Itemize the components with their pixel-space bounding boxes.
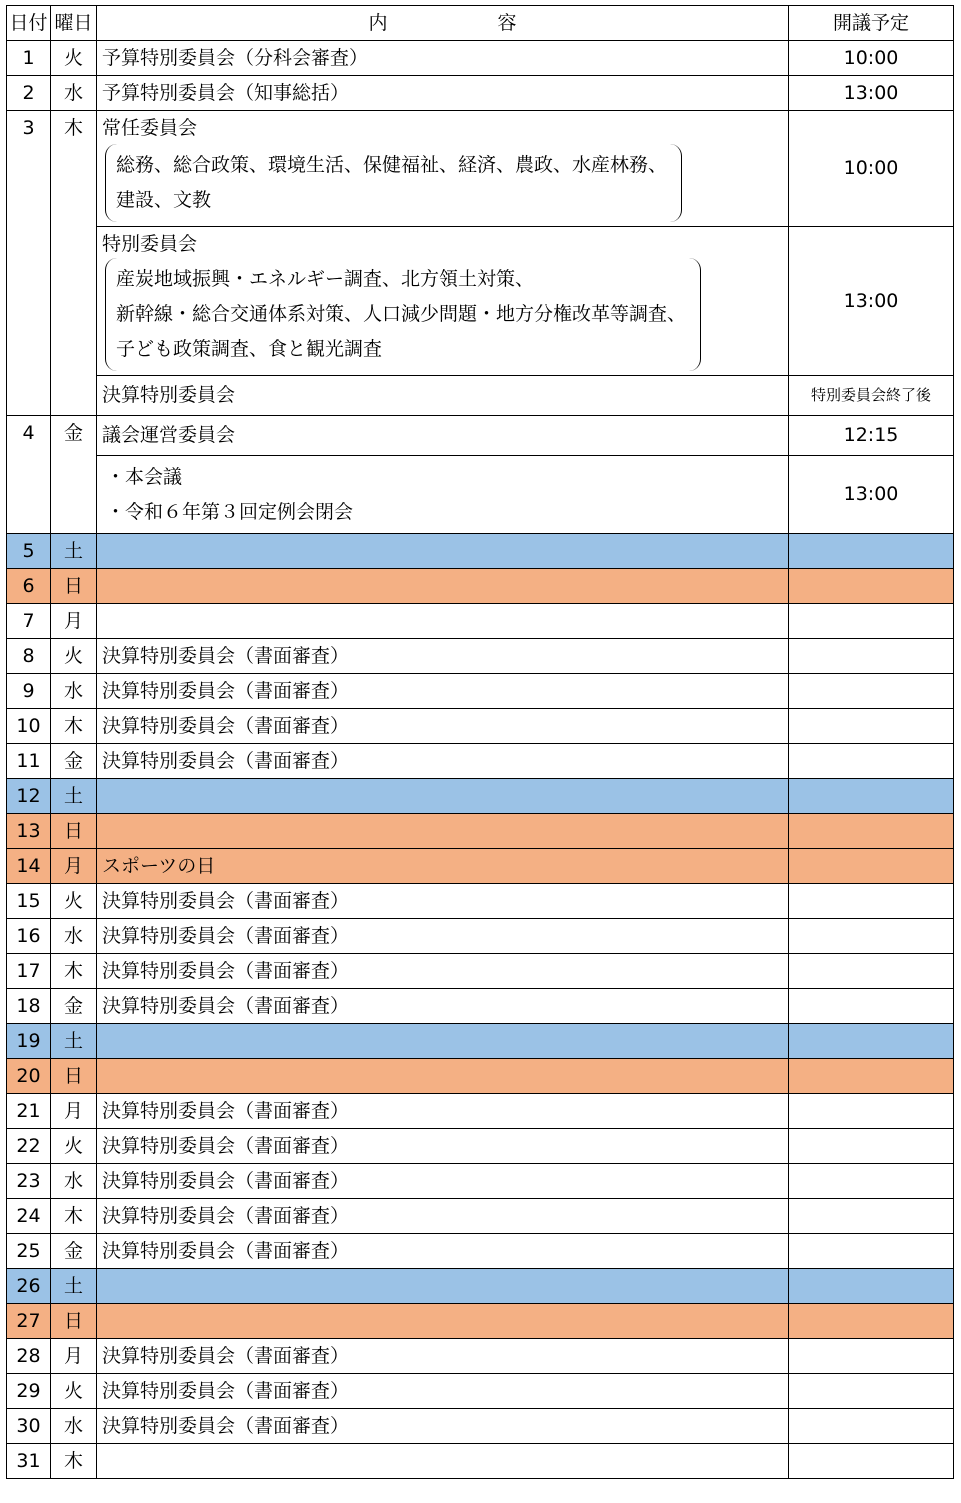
date-cell: 27 bbox=[7, 1304, 51, 1339]
content-cell bbox=[97, 1059, 789, 1094]
content-cell: 決算特別委員会（書面審査） bbox=[97, 919, 789, 954]
dow-cell: 金 bbox=[51, 1234, 97, 1269]
dow-cell: 木 bbox=[51, 954, 97, 989]
table-row bbox=[7, 76, 954, 111]
date-cell: 16 bbox=[7, 919, 51, 954]
time-cell: 12:15 bbox=[789, 416, 954, 456]
date-cell: 7 bbox=[7, 604, 51, 639]
dow-cell: 火 bbox=[51, 41, 97, 76]
dow-cell: 月 bbox=[51, 1339, 97, 1374]
date-cell: 17 bbox=[7, 954, 51, 989]
dow-cell: 日 bbox=[51, 569, 97, 604]
content-cell bbox=[97, 779, 789, 814]
header-content-right: 容 bbox=[497, 11, 517, 34]
content-cell bbox=[97, 111, 789, 227]
table-row bbox=[7, 1444, 954, 1479]
content-cell: 決算特別委員会（書面審査） bbox=[97, 639, 789, 674]
date-cell: 24 bbox=[7, 1199, 51, 1234]
content-cell bbox=[97, 604, 789, 639]
time-cell bbox=[789, 814, 954, 849]
dow-cell: 水 bbox=[51, 919, 97, 954]
table-row bbox=[7, 1094, 954, 1129]
dow-cell: 土 bbox=[51, 534, 97, 569]
table-row bbox=[7, 674, 954, 709]
special-committee-line: 産炭地域振興・エネルギー調査、北方領土対策、 bbox=[116, 268, 535, 290]
table-row bbox=[7, 227, 954, 376]
time-cell bbox=[789, 1269, 954, 1304]
content-cell bbox=[97, 227, 789, 376]
table-row bbox=[7, 416, 954, 456]
dow-cell: 水 bbox=[51, 1409, 97, 1444]
date-cell: 11 bbox=[7, 744, 51, 779]
table-row bbox=[7, 849, 954, 884]
content-cell: スポーツの日 bbox=[97, 849, 789, 884]
table-row bbox=[7, 1199, 954, 1234]
standing-committee-line: 総務、総合政策、環境生活、保健福祉、経済、農政、水産林務、 bbox=[116, 154, 668, 176]
table-row bbox=[7, 1234, 954, 1269]
time-cell bbox=[789, 1059, 954, 1094]
date-cell: 3 bbox=[7, 111, 51, 416]
time-cell bbox=[789, 534, 954, 569]
date-cell: 2 bbox=[7, 76, 51, 111]
dow-cell: 土 bbox=[51, 1269, 97, 1304]
time-cell: 13:00 bbox=[789, 227, 954, 376]
date-cell: 14 bbox=[7, 849, 51, 884]
date-cell: 4 bbox=[7, 416, 51, 534]
table-row bbox=[7, 1129, 954, 1164]
time-cell: 10:00 bbox=[789, 41, 954, 76]
content-cell: 決算特別委員会（書面審査） bbox=[97, 1409, 789, 1444]
table-row bbox=[7, 814, 954, 849]
time-cell bbox=[789, 919, 954, 954]
dow-cell: 火 bbox=[51, 639, 97, 674]
time-cell bbox=[789, 779, 954, 814]
table-row bbox=[7, 1024, 954, 1059]
dow-cell: 火 bbox=[51, 884, 97, 919]
content-cell: 決算特別委員会（書面審査） bbox=[97, 1234, 789, 1269]
date-cell: 20 bbox=[7, 1059, 51, 1094]
time-cell bbox=[789, 989, 954, 1024]
dow-cell: 日 bbox=[51, 814, 97, 849]
time-cell bbox=[789, 639, 954, 674]
dow-cell: 木 bbox=[51, 709, 97, 744]
time-cell bbox=[789, 954, 954, 989]
dow-cell: 木 bbox=[51, 1199, 97, 1234]
content-cell: 決算特別委員会（書面審査） bbox=[97, 954, 789, 989]
content-cell: 予算特別委員会（知事総括） bbox=[97, 76, 789, 111]
special-committee-line: 子ども政策調査、食と観光調査 bbox=[116, 338, 383, 360]
dow-cell: 水 bbox=[51, 674, 97, 709]
content-cell: 決算特別委員会（書面審査） bbox=[97, 1199, 789, 1234]
dow-cell: 土 bbox=[51, 1024, 97, 1059]
table-row bbox=[7, 569, 954, 604]
dow-cell: 木 bbox=[51, 111, 97, 416]
special-committee-title: 特別委員会 bbox=[102, 233, 198, 255]
table-row bbox=[7, 779, 954, 814]
content-cell bbox=[97, 569, 789, 604]
schedule-table bbox=[6, 5, 954, 1479]
time-cell bbox=[789, 1199, 954, 1234]
dow-cell: 火 bbox=[51, 1374, 97, 1409]
content-cell bbox=[97, 1304, 789, 1339]
date-cell: 1 bbox=[7, 41, 51, 76]
table-row bbox=[7, 1059, 954, 1094]
table-row bbox=[7, 604, 954, 639]
time-cell bbox=[789, 1409, 954, 1444]
dow-cell: 金 bbox=[51, 989, 97, 1024]
content-cell: 決算特別委員会（書面審査） bbox=[97, 744, 789, 779]
dow-cell: 日 bbox=[51, 1059, 97, 1094]
date-cell: 8 bbox=[7, 639, 51, 674]
content-cell bbox=[97, 1269, 789, 1304]
content-cell: 決算特別委員会（書面審査） bbox=[97, 884, 789, 919]
dow-cell: 月 bbox=[51, 1094, 97, 1129]
content-cell: 議会運営委員会 bbox=[97, 416, 789, 456]
date-cell: 28 bbox=[7, 1339, 51, 1374]
header-content bbox=[97, 6, 789, 41]
content-cell: 決算特別委員会（書面審査） bbox=[97, 674, 789, 709]
dow-cell: 水 bbox=[51, 76, 97, 111]
table-row bbox=[7, 456, 954, 534]
header-row bbox=[7, 6, 954, 41]
table-row bbox=[7, 41, 954, 76]
date-cell: 19 bbox=[7, 1024, 51, 1059]
content-cell: 決算特別委員会（書面審査） bbox=[97, 1374, 789, 1409]
date-cell: 25 bbox=[7, 1234, 51, 1269]
content-cell bbox=[97, 814, 789, 849]
content-cell: 決算特別委員会（書面審査） bbox=[97, 1339, 789, 1374]
date-cell: 9 bbox=[7, 674, 51, 709]
date-cell: 13 bbox=[7, 814, 51, 849]
date-cell: 18 bbox=[7, 989, 51, 1024]
time-cell bbox=[789, 849, 954, 884]
time-cell bbox=[789, 674, 954, 709]
table-row bbox=[7, 1304, 954, 1339]
date-cell: 31 bbox=[7, 1444, 51, 1479]
dow-cell: 金 bbox=[51, 416, 97, 534]
bullet-item: ・本会議 bbox=[106, 465, 183, 488]
time-cell bbox=[789, 1164, 954, 1199]
content-cell: 決算特別委員会（書面審査） bbox=[97, 1129, 789, 1164]
standing-committee-list bbox=[105, 144, 682, 222]
date-cell: 12 bbox=[7, 779, 51, 814]
dow-cell: 月 bbox=[51, 604, 97, 639]
time-cell bbox=[789, 1024, 954, 1059]
dow-cell: 日 bbox=[51, 1304, 97, 1339]
header-content-left: 内 bbox=[368, 11, 388, 34]
date-cell: 15 bbox=[7, 884, 51, 919]
time-cell bbox=[789, 1374, 954, 1409]
content-cell bbox=[97, 1024, 789, 1059]
table-row bbox=[7, 1269, 954, 1304]
time-cell bbox=[789, 1094, 954, 1129]
header-dow: 曜日 bbox=[51, 6, 97, 41]
header-time: 開議予定 bbox=[789, 6, 954, 41]
date-cell: 30 bbox=[7, 1409, 51, 1444]
time-cell bbox=[789, 884, 954, 919]
date-cell: 21 bbox=[7, 1094, 51, 1129]
time-cell bbox=[789, 1304, 954, 1339]
table-row bbox=[7, 1339, 954, 1374]
table-row bbox=[7, 534, 954, 569]
time-cell bbox=[789, 744, 954, 779]
content-cell: 予算特別委員会（分科会審査） bbox=[97, 41, 789, 76]
table-row bbox=[7, 884, 954, 919]
table-row bbox=[7, 111, 954, 227]
dow-cell: 木 bbox=[51, 1444, 97, 1479]
time-cell: 13:00 bbox=[789, 76, 954, 111]
time-cell: 10:00 bbox=[789, 111, 954, 227]
table-row bbox=[7, 919, 954, 954]
time-cell bbox=[789, 709, 954, 744]
table-row bbox=[7, 989, 954, 1024]
date-cell: 22 bbox=[7, 1129, 51, 1164]
dow-cell: 土 bbox=[51, 779, 97, 814]
time-cell bbox=[789, 604, 954, 639]
table-row bbox=[7, 376, 954, 416]
header-date: 日付 bbox=[7, 6, 51, 41]
date-cell: 29 bbox=[7, 1374, 51, 1409]
dow-cell: 水 bbox=[51, 1164, 97, 1199]
table-row bbox=[7, 954, 954, 989]
bullet-item: ・令和６年第３回定例会閉会 bbox=[106, 500, 354, 523]
time-cell: 13:00 bbox=[789, 456, 954, 534]
time-cell: 特別委員会終了後 bbox=[789, 376, 954, 416]
content-cell bbox=[97, 456, 789, 534]
dow-cell: 月 bbox=[51, 849, 97, 884]
time-cell bbox=[789, 1339, 954, 1374]
date-cell: 23 bbox=[7, 1164, 51, 1199]
content-cell: 決算特別委員会（書面審査） bbox=[97, 1164, 789, 1199]
dow-cell: 金 bbox=[51, 744, 97, 779]
table-row bbox=[7, 709, 954, 744]
dow-cell: 火 bbox=[51, 1129, 97, 1164]
table-row bbox=[7, 744, 954, 779]
table-row bbox=[7, 1409, 954, 1444]
content-cell: 決算特別委員会（書面審査） bbox=[97, 1094, 789, 1129]
table-row bbox=[7, 1164, 954, 1199]
time-cell bbox=[789, 1444, 954, 1479]
table-row bbox=[7, 639, 954, 674]
date-cell: 5 bbox=[7, 534, 51, 569]
content-cell: 決算特別委員会（書面審査） bbox=[97, 989, 789, 1024]
date-cell: 6 bbox=[7, 569, 51, 604]
date-cell: 26 bbox=[7, 1269, 51, 1304]
special-committee-list bbox=[105, 258, 701, 371]
standing-committee-title: 常任委員会 bbox=[102, 117, 198, 139]
content-cell bbox=[97, 534, 789, 569]
table-row bbox=[7, 1374, 954, 1409]
content-cell: 決算特別委員会 bbox=[97, 376, 789, 416]
special-committee-line: 新幹線・総合交通体系対策、人口減少問題・地方分権改革等調査、 bbox=[116, 303, 687, 325]
time-cell bbox=[789, 1234, 954, 1269]
time-cell bbox=[789, 1129, 954, 1164]
content-cell: 決算特別委員会（書面審査） bbox=[97, 709, 789, 744]
date-cell: 10 bbox=[7, 709, 51, 744]
time-cell bbox=[789, 569, 954, 604]
content-cell bbox=[97, 1444, 789, 1479]
standing-committee-line: 建設、文教 bbox=[116, 189, 212, 211]
